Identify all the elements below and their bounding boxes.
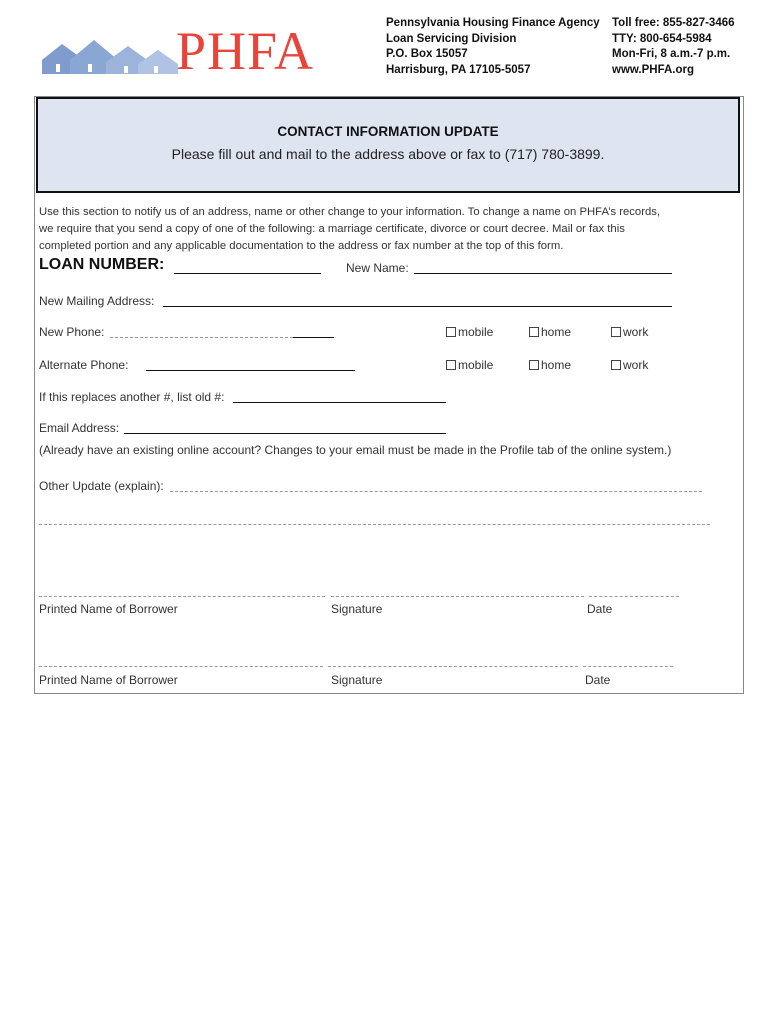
phfa-houses-logo <box>40 30 180 78</box>
agency-city: Harrisburg, PA 17105-5057 <box>386 63 531 76</box>
other-update-label: Other Update (explain): <box>39 479 164 493</box>
other-update-field[interactable] <box>170 491 702 492</box>
home-label: home <box>541 325 572 339</box>
phfa-logo-text: PHFA <box>176 21 315 81</box>
checkbox-icon[interactable] <box>446 327 456 337</box>
home-label: home <box>541 358 572 372</box>
email-field[interactable] <box>124 433 446 434</box>
replaces-label: If this replaces another #, list old #: <box>39 390 225 404</box>
new-phone-label: New Phone: <box>39 325 105 339</box>
new-name-label: New Name: <box>346 261 409 275</box>
other-update-line-2[interactable] <box>39 524 710 525</box>
new-phone-field-dashed[interactable] <box>110 337 293 338</box>
new-phone-work-checkbox[interactable] <box>611 325 648 339</box>
signature-line-2[interactable] <box>328 666 578 667</box>
new-phone-home-checkbox[interactable] <box>529 325 571 339</box>
date-line-2[interactable] <box>583 666 673 667</box>
signature-label-1: Signature <box>331 602 383 616</box>
signature-label-2: Signature <box>331 673 383 687</box>
loan-number-label: LOAN NUMBER: <box>39 256 165 273</box>
alt-phone-home-checkbox[interactable] <box>529 358 571 372</box>
new-phone-field[interactable] <box>293 337 334 338</box>
mailing-address-field[interactable] <box>163 306 672 307</box>
intro-line: completed portion and any applicable documentation to the address or fax number at the top of this form. <box>39 240 564 252</box>
form-header-box <box>36 97 740 193</box>
work-label: work <box>623 325 649 339</box>
alternate-phone-label: Alternate Phone: <box>39 358 129 372</box>
intro-line: we require that you send a copy of one of the following: a marriage certificate, divorce or court decree. Mail or fax this <box>39 223 625 235</box>
checkbox-icon[interactable] <box>611 360 621 370</box>
new-name-field[interactable] <box>414 273 672 274</box>
office-hours: Mon-Fri, 8 a.m.-7 p.m. <box>612 48 731 60</box>
alternate-phone-field[interactable] <box>146 370 355 371</box>
old-number-field[interactable] <box>233 402 446 403</box>
new-phone-mobile-checkbox[interactable] <box>446 325 493 339</box>
checkbox-icon[interactable] <box>446 360 456 370</box>
printed-name-label-1: Printed Name of Borrower <box>39 602 178 616</box>
mailing-address-label: New Mailing Address: <box>39 294 155 308</box>
email-note: (Already have an existing online account? Changes to your email must be made in the Profile tab of the online system.) <box>39 443 672 457</box>
intro-line: Use this section to notify us of an address, name or other change to your information. To change a name on PHFA’s records, <box>39 206 661 218</box>
printed-name-line-1[interactable] <box>39 596 325 597</box>
alt-phone-work-checkbox[interactable] <box>611 358 648 372</box>
date-label-1: Date <box>587 602 613 616</box>
checkbox-icon[interactable] <box>611 327 621 337</box>
agency-address <box>386 16 600 78</box>
tollfree-number: Toll free: 855-827-3466 <box>612 17 735 29</box>
mobile-label: mobile <box>458 358 494 372</box>
mobile-label: mobile <box>458 325 494 339</box>
agency-contact <box>612 16 735 78</box>
checkbox-icon[interactable] <box>529 360 539 370</box>
intro-text <box>39 204 739 255</box>
form-subtitle: Please fill out and mail to the address above or fax to (717) 780-3899. <box>171 146 605 162</box>
agency-name: Pennsylvania Housing Finance Agency <box>386 17 600 29</box>
date-line-1[interactable] <box>589 596 679 597</box>
loan-number-field[interactable] <box>174 273 321 274</box>
printed-name-label-2: Printed Name of Borrower <box>39 673 178 687</box>
date-label-2: Date <box>585 673 611 687</box>
work-label: work <box>623 358 649 372</box>
tty-number: TTY: 800-654-5984 <box>612 32 712 45</box>
printed-name-line-2[interactable] <box>39 666 323 667</box>
form-title: CONTACT INFORMATION UPDATE <box>277 124 499 139</box>
agency-po-box: P.O. Box 15057 <box>386 48 468 60</box>
website-link[interactable]: www.PHFA.org <box>612 63 694 76</box>
checkbox-icon[interactable] <box>529 327 539 337</box>
email-label: Email Address: <box>39 421 120 435</box>
signature-line-1[interactable] <box>331 596 584 597</box>
agency-division: Loan Servicing Division <box>386 32 517 45</box>
alt-phone-mobile-checkbox[interactable] <box>446 358 493 372</box>
